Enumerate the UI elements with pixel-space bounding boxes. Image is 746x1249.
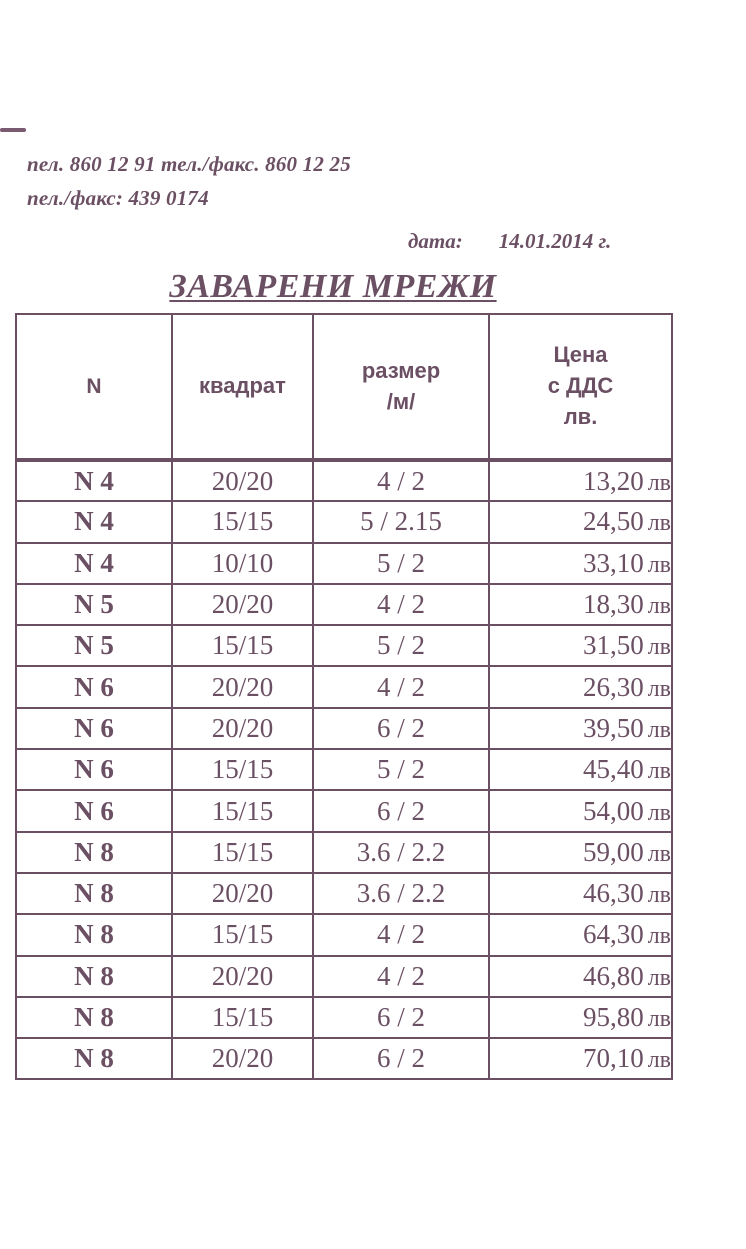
contact-phone-line-1: пел. 860 12 91 тел./факс. 860 12 25 (27, 152, 351, 176)
cell-size: 6 / 2 (313, 1038, 489, 1079)
cell-square: 20/20 (172, 708, 313, 749)
cell-price (489, 790, 672, 831)
table-header-row (16, 314, 672, 460)
table-row (16, 956, 672, 997)
cell-n: N 5 (16, 625, 172, 666)
price-value: 39,50 (582, 712, 644, 743)
contact-phone-line-2: пел./факс: 439 0174 (27, 186, 209, 210)
price-unit: лв (647, 469, 671, 496)
cell-n: N 8 (16, 914, 172, 955)
price-value: 46,80 (582, 960, 644, 991)
cell-size: 6 / 2 (313, 790, 489, 831)
table-row (16, 460, 672, 501)
cell-n: N 4 (16, 543, 172, 584)
cell-n: N 8 (16, 832, 172, 873)
column-header-price-line1: Цена (553, 342, 608, 368)
cell-price (489, 1038, 672, 1079)
cell-size: 4 / 2 (313, 956, 489, 997)
cell-price (489, 749, 672, 790)
cell-size: 5 / 2 (313, 749, 489, 790)
table-row (16, 790, 672, 831)
cell-square: 15/15 (172, 625, 313, 666)
cell-n: N 8 (16, 956, 172, 997)
price-unit: лв (647, 716, 671, 743)
price-unit: лв (647, 634, 671, 661)
cell-size: 3.6 / 2.2 (313, 873, 489, 914)
price-unit: лв (647, 799, 671, 826)
price-value: 54,00 (582, 795, 644, 826)
cell-price (489, 501, 672, 542)
price-value: 59,00 (582, 836, 644, 867)
price-value: 18,30 (582, 589, 644, 620)
cell-size: 4 / 2 (313, 666, 489, 707)
cell-n: N 8 (16, 1038, 172, 1079)
table-row (16, 666, 672, 707)
price-unit: лв (647, 758, 671, 785)
cell-size: 5 / 2 (313, 625, 489, 666)
price-unit: лв (647, 551, 671, 578)
cell-price (489, 873, 672, 914)
cell-square: 20/20 (172, 460, 313, 501)
cell-square: 10/10 (172, 543, 313, 584)
column-header-square: квадрат (172, 314, 313, 460)
cell-square: 15/15 (172, 997, 313, 1038)
column-header-price (489, 314, 672, 460)
cell-size: 5 / 2 (313, 543, 489, 584)
date-line (408, 229, 611, 254)
cell-square: 15/15 (172, 501, 313, 542)
table-row (16, 501, 672, 542)
cell-price (489, 708, 672, 749)
cell-n: N 6 (16, 749, 172, 790)
price-unit: лв (647, 923, 671, 950)
cell-price (489, 666, 672, 707)
price-unit: лв (647, 510, 671, 537)
price-unit: лв (647, 593, 671, 620)
cell-n: N 4 (16, 460, 172, 501)
price-value: 24,50 (582, 506, 644, 537)
cell-n: N 5 (16, 584, 172, 625)
price-value: 33,10 (582, 547, 644, 578)
table-row (16, 873, 672, 914)
price-table (15, 313, 673, 1080)
cell-square: 20/20 (172, 956, 313, 997)
cell-size: 6 / 2 (313, 997, 489, 1038)
cell-price (489, 584, 672, 625)
cell-n: N 6 (16, 708, 172, 749)
column-header-price-line2: с ДДС (547, 373, 614, 399)
price-unit: лв (647, 675, 671, 702)
cell-price (489, 914, 672, 955)
table-row (16, 997, 672, 1038)
cell-size: 3.6 / 2.2 (313, 832, 489, 873)
cell-square: 20/20 (172, 1038, 313, 1079)
page-title: ЗАВАРЕНИ МРЕЖИ (169, 268, 497, 305)
price-unit: лв (647, 964, 671, 991)
column-header-n: N (16, 314, 172, 460)
table-row (16, 832, 672, 873)
table-row (16, 749, 672, 790)
cell-n: N 8 (16, 997, 172, 1038)
cell-size: 6 / 2 (313, 708, 489, 749)
cell-n: N 4 (16, 501, 172, 542)
cell-price (489, 543, 672, 584)
price-value: 13,20 (582, 465, 644, 496)
cell-square: 20/20 (172, 666, 313, 707)
edge-mark (0, 128, 26, 132)
price-unit: лв (647, 882, 671, 909)
column-header-size (313, 314, 489, 460)
column-header-price-line3: лв. (563, 403, 598, 429)
cell-square: 15/15 (172, 914, 313, 955)
cell-size: 4 / 2 (313, 584, 489, 625)
cell-square: 15/15 (172, 832, 313, 873)
table-row (16, 543, 672, 584)
cell-price (489, 625, 672, 666)
table-row (16, 584, 672, 625)
table-row (16, 625, 672, 666)
date-value: 14.01.2014 г. (498, 229, 612, 253)
price-value: 45,40 (582, 754, 644, 785)
cell-price (489, 997, 672, 1038)
price-unit: лв (647, 1047, 671, 1074)
table-row (16, 914, 672, 955)
price-value: 26,30 (582, 671, 644, 702)
column-header-size-line2: /м/ (386, 388, 416, 414)
cell-square: 20/20 (172, 584, 313, 625)
price-value: 70,10 (582, 1043, 644, 1074)
cell-size: 4 / 2 (313, 914, 489, 955)
cell-n: N 8 (16, 873, 172, 914)
price-unit: лв (647, 840, 671, 867)
column-header-size-line1: размер (361, 357, 441, 383)
cell-square: 15/15 (172, 790, 313, 831)
cell-square: 15/15 (172, 749, 313, 790)
price-value: 31,50 (582, 630, 644, 661)
cell-price (489, 832, 672, 873)
price-unit: лв (647, 1006, 671, 1032)
cell-square: 20/20 (172, 873, 313, 914)
date-label: дата: (408, 229, 463, 253)
table-row (16, 708, 672, 749)
cell-n: N 6 (16, 790, 172, 831)
cell-size: 5 / 2.15 (313, 501, 489, 542)
cell-price (489, 956, 672, 997)
cell-n: N 6 (16, 666, 172, 707)
table-row (16, 1038, 672, 1079)
price-value: 64,30 (582, 919, 644, 950)
price-value: 95,80 (582, 1002, 644, 1032)
cell-size: 4 / 2 (313, 460, 489, 501)
cell-price (489, 460, 672, 501)
price-value: 46,30 (582, 878, 644, 909)
